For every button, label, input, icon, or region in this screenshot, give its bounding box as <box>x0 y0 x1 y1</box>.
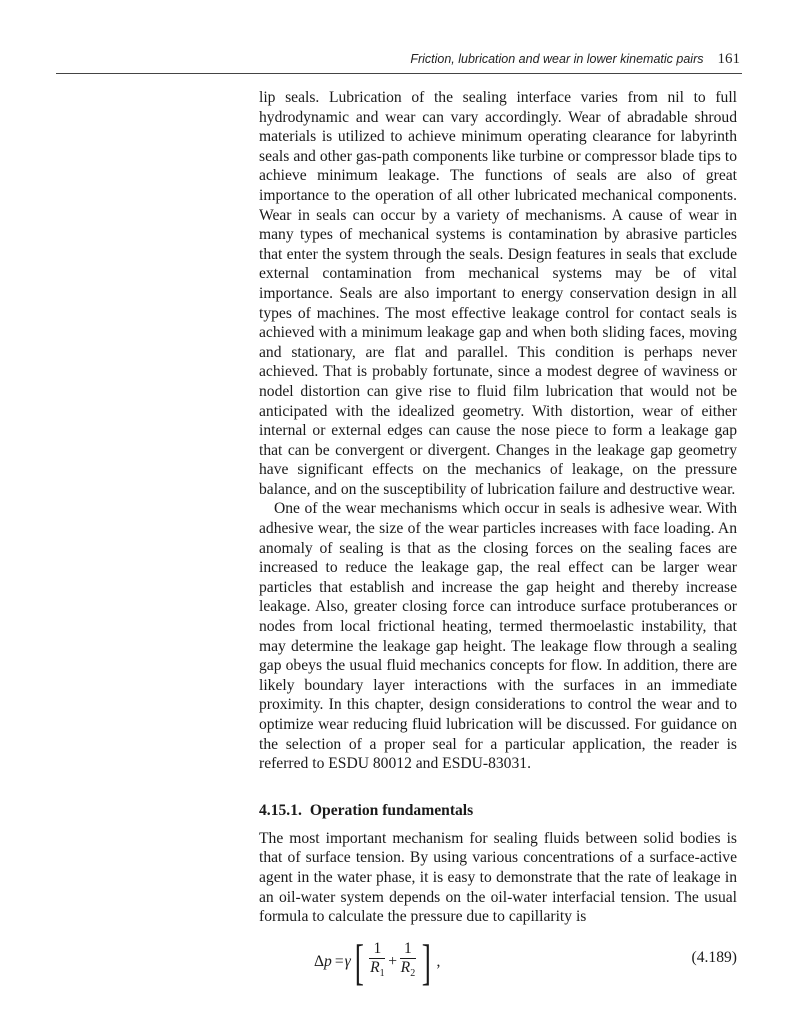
equation-plus: + <box>388 952 398 970</box>
section-number: 4.15.1. <box>259 801 302 819</box>
equation-equals: = <box>334 952 344 970</box>
text-column <box>259 88 737 989</box>
equation-body <box>314 933 441 990</box>
fraction-2-numerator: 1 <box>400 940 416 959</box>
equation-4-189 <box>259 933 737 989</box>
fraction-1-numerator: 1 <box>369 940 385 959</box>
equation-lhs <box>314 953 332 971</box>
equation-fraction-2 <box>400 940 416 983</box>
header-rule <box>56 73 742 74</box>
equation-open-bracket: [ <box>354 933 364 990</box>
running-title: Friction, lubrication and wear in lower kinematic pairs <box>410 52 704 66</box>
equation-pressure-var: p <box>324 952 332 970</box>
equation-delta: Δ <box>314 952 325 970</box>
fraction-2-radius: R <box>400 959 411 977</box>
equation-fraction-1 <box>369 940 385 983</box>
running-head <box>0 50 740 70</box>
fraction-2-subscript: 2 <box>410 968 416 980</box>
page-number: 161 <box>717 51 740 67</box>
equation-gamma: γ <box>344 952 351 970</box>
equation-comma: , <box>436 952 441 970</box>
fraction-1-denominator <box>370 959 385 983</box>
equation-number: (4.189) <box>691 948 737 966</box>
equation-close-bracket: ] <box>421 933 431 990</box>
body-paragraph-1: lip seals. Lubrication of the sealing interface varies from nil to full hydrodynamic and wear can vary accordingly. Wear of abradable shroud materials is utilized to achieve minimum operating clearance for labyrinth seals and other gas-path components like turbine or compressor blade tips to achieve minimum leakage. The functions of seals are also of great importance to the operation of all other lubricated mechanical components. Wear in seals can occur by a variety of mechanisms. A cause of wear in many types of mechanical systems is contamination by abrasive particles that enter the system through the seals. Design features in seals that exclude external contamination from mechanical systems may be of vital importance. Seals are also important to energy conservation design in all types of machines. The most effective leakage control for contact seals is achieved with a minimum leakage gap and when both sliding faces, moving and stationary, are flat and parallel. This condition is perhaps never achieved. That is probably fortunate, since a modest degree of waviness or nodel distortion can give rise to fluid film lubrication that would not be anticipated with the idealized geometry. With distortion, wear of either internal or external edges can cause the nose piece to form a leakage gap that can be convergent or divergent. Changes in the leakage gap geometry have significant effects on the mechanics of leakage, on the pressure balance, and on the susceptibility of lubrication failure and destructive wear. <box>259 89 737 498</box>
section-title: Operation fundamentals <box>309 801 474 819</box>
fraction-1-radius: R <box>370 959 380 977</box>
section-paragraph: The most important mechanism for sealing fluids between solid bodies is that of surface tension. By using various concentrations of a surface-active agent in the water phase, it is easy to demonstrate that the rate of leakage in an oil-water system depends on the oil-water interfacial tension. The usual formula to calculate the pressure due to capillarity is <box>259 829 737 926</box>
section-heading <box>259 801 737 821</box>
body-paragraph-2: One of the wear mechanisms which occur in seals is adhesive wear. With adhesive wear, the size of the wear particles increases with face loading. An anomaly of sealing is that as the closing forces on the sealing faces are increased to reduce the leakage gap, the real effect can be larger wear particles that establish and increase the gap height and thereby increase leakage. Also, greater closing force can introduce surface protuberances or nodes from local frictional heating, termed thermoelastic instability, that may determine the leakage gap height. The leakage flow through a sealing gap obeys the usual fluid mechanics concepts for flow. In addition, there are likely boundary layer interactions with the surfaces in an immediate proximity. In this chapter, design considerations to control the wear and to optimize wear reducing fluid lubrication will be discussed. For guidance on the selection of a proper seal for a particular application, the reader is referred to ESDU 80012 and ESDU-83031. <box>259 500 737 773</box>
fraction-2-denominator <box>401 959 416 983</box>
fraction-1-subscript: 1 <box>379 968 385 980</box>
